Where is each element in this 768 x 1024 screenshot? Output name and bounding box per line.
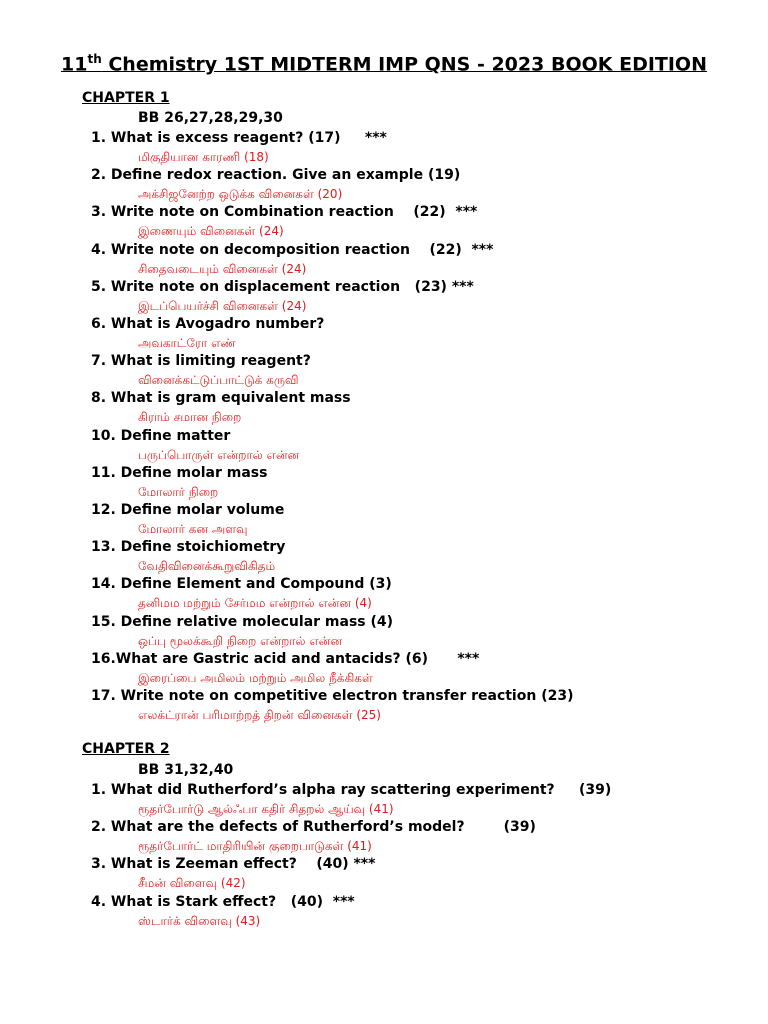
question-item: 17. Write note on competitive electron transfer reaction (23) [91,688,574,704]
chapter-1-heading: CHAPTER 1 [82,90,170,106]
tamil-translation: ஒப்பு மூலக்கூறி நிறை என்றால் என்ன [138,633,342,648]
tamil-translation: ரூதர்போர்ட் மாதிரியின் குறைபாடுகள் (41) [138,839,372,854]
tamil-translation: வினைக்கட்டுப்பாட்டுக் கருவி [138,373,299,388]
question-item: 1. What is excess reagent? (17) *** [91,130,387,146]
tamil-translation: இணையும் வினைகள் (24) [138,224,284,239]
tamil-translation: மோலார் நிறை [138,484,219,499]
tamil-translation: எலக்ட்ரான் பரிமாற்றத் திறன் வினைகள் (25) [138,708,381,722]
question-item: 14. Define Element and Compound (3) [91,576,392,593]
question-item: 13. Define stoichiometry [91,539,286,556]
tamil-translation: ஸ்டார்க் விளைவு (43) [138,913,261,928]
question-item: 16.What are Gastric acid and antacids? (6) *** [91,650,480,667]
question-item: 12. Define molar volume [91,502,285,518]
chapter-1-bb: BB 26,27,28,29,30 [138,110,283,126]
question-item: 1. What did Rutherford’s alpha ray scattering experiment? (39) [91,782,612,798]
question-item: 10. Define matter [91,427,231,444]
tamil-translation: ரூதர்போர்டு ஆல்ஃபா கதிர் சிதறல் ஆய்வு (41) [138,802,394,816]
tamil-translation: தனிமம மற்றும் சேர்மம என்றால் என்ன (4) [138,596,372,611]
question-item: 3. What is Zeeman effect? (40) *** [91,856,376,873]
tamil-translation: மோலார் கன அளவு [138,522,248,536]
tamil-translation: அவகாட்ரோ எண் [138,336,236,350]
question-item: 2. Define redox reaction. Give an example (19) [91,167,461,184]
chapter-2-bb: BB 31,32,40 [138,762,234,778]
question-item: 2. What are the defects of Rutherford’s model? (39) [91,819,536,836]
tamil-translation: வேதிவினைக்கூறுவிகிதம் [138,559,276,574]
tamil-translation: சிதைவடையும் வினைகள் (24) [138,261,307,276]
page-title: 11th Chemistry 1ST MIDTERM IMP QNS - 2023 BOOK EDITION [61,52,707,76]
question-item: 15. Define relative molecular mass (4) [91,613,394,630]
tamil-translation: மிகுதியான காரணி (18) [138,150,269,164]
question-item: 3. Write note on Combination reaction (22) *** [91,204,478,221]
question-item: 8. What is gram equivalent mass [91,390,351,407]
tamil-translation: கிராம் சமான நிறை [138,410,242,425]
question-item: 5. Write note on displacement reaction (23) *** [91,278,474,295]
tamil-translation: சீமன் விளைவு (42) [138,876,246,891]
question-item: 7. What is limiting reagent? [91,353,311,370]
chapter-2-heading: CHAPTER 2 [82,741,170,757]
tamil-translation: இடப்பெயர்ச்சி வினைகள் (24) [138,298,307,313]
question-item: 4. Write note on decomposition reaction (22) *** [91,241,494,258]
question-item: 11. Define molar mass [91,464,268,481]
question-item: 6. What is Avogadro number? [91,316,325,332]
tamil-translation: அக்சிஜனேற்ற ஒடுக்க வினைகள் (20) [138,187,343,202]
tamil-translation: இரைப்பை அமிலம் மற்றும் அமில நீக்கிகள் [138,670,373,685]
question-item: 4. What is Stark effect? (40) *** [91,893,355,910]
tamil-translation: பருப்பொருள் என்றால் என்ன [138,447,300,462]
